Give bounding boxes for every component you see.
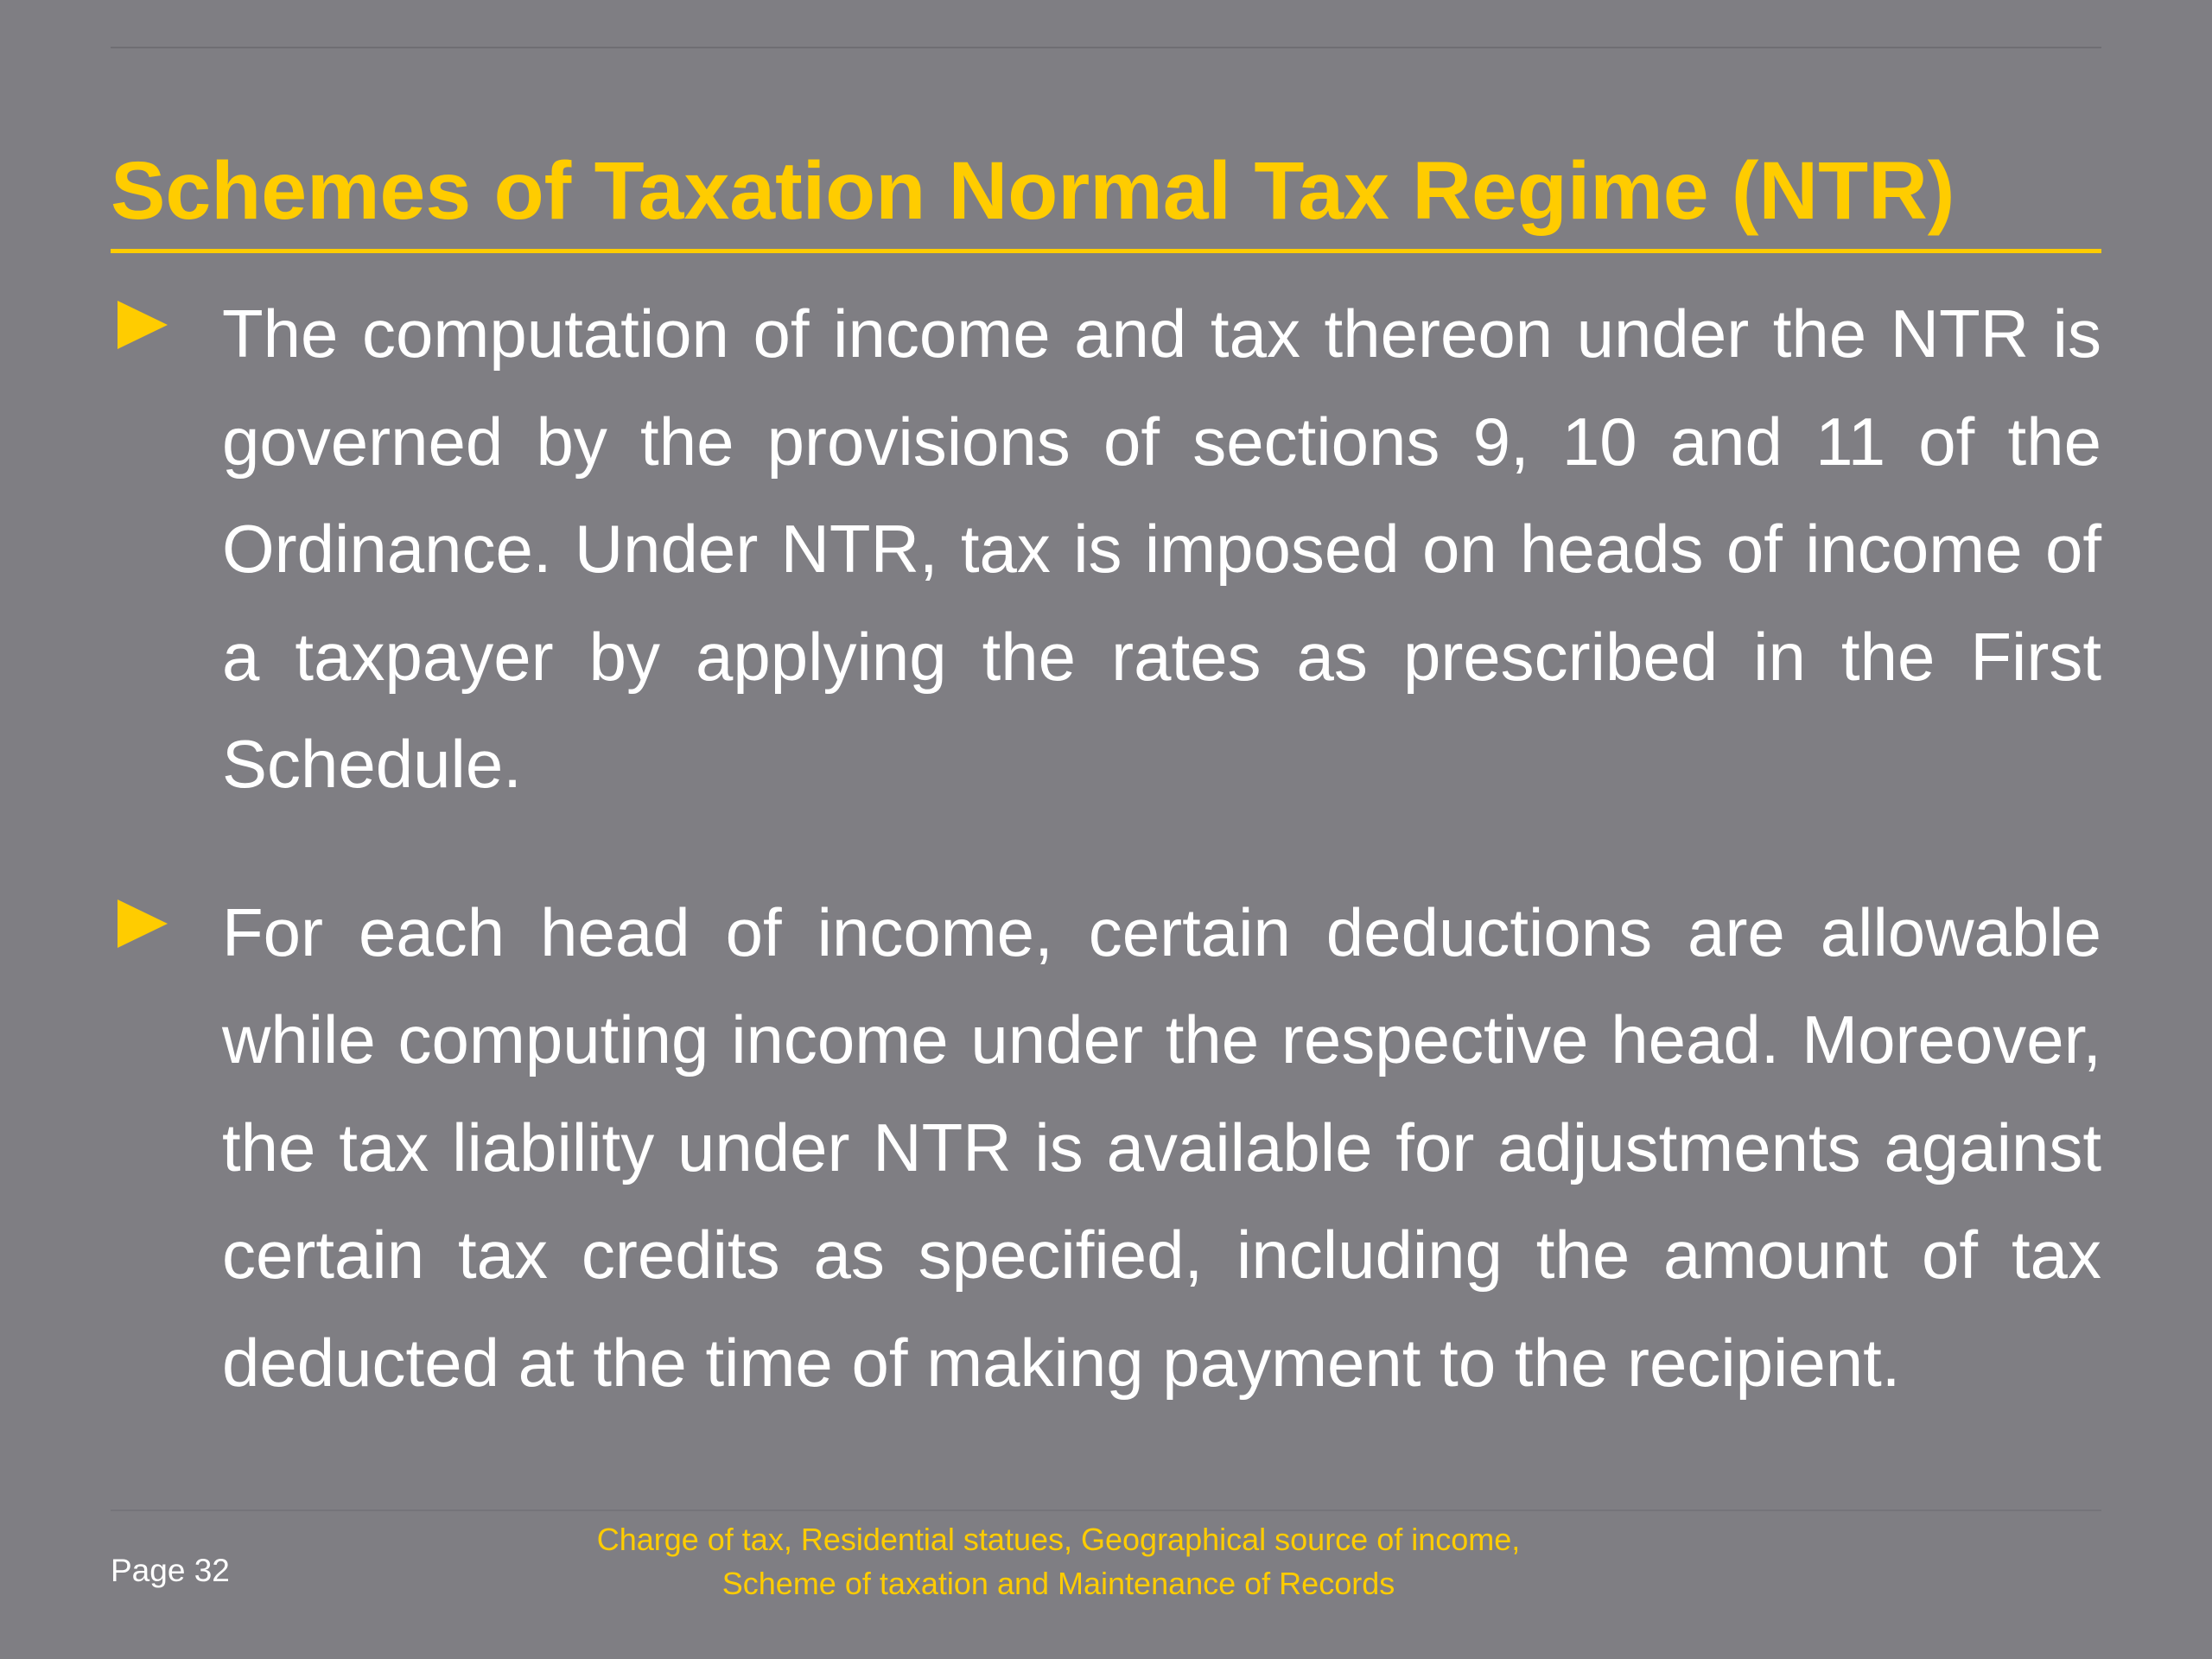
title-underline [111, 249, 2101, 253]
triangle-right-icon [118, 301, 168, 349]
triangle-right-icon [118, 899, 168, 948]
bullet-list [111, 280, 2101, 1477]
footer-caption-line: Charge of tax, Residential statues, Geographical source of income, [596, 1522, 1521, 1557]
footer-caption [484, 1517, 1633, 1605]
bullet-item [111, 280, 2101, 818]
footer-caption-line: Scheme of taxation and Maintenance of Records [721, 1566, 1395, 1601]
bullet-item [111, 879, 2101, 1417]
page-number: Page 32 [111, 1553, 230, 1588]
bullet-text: For each head of income, certain deductions are allowable while computing income under the respective head. Moreover, the tax liability under NTR is available for adjustments against certain tax credits as specified, including the amount of tax deducted at the time of making payment to the recipient. [222, 893, 2101, 1401]
footer-divider [111, 1510, 2101, 1511]
bullet-text: The computation of income and tax thereon under the NTR is governed by the provisions of sections 9, 10 and 11 of the Ordinance. Under NTR, tax is imposed on heads of income of a taxpayer by applying the rates as prescribed in the First Schedule. [222, 296, 2101, 802]
top-divider [111, 47, 2101, 48]
slide-title: Schemes of Taxation Normal Tax Regime (NTR) [111, 145, 1955, 237]
